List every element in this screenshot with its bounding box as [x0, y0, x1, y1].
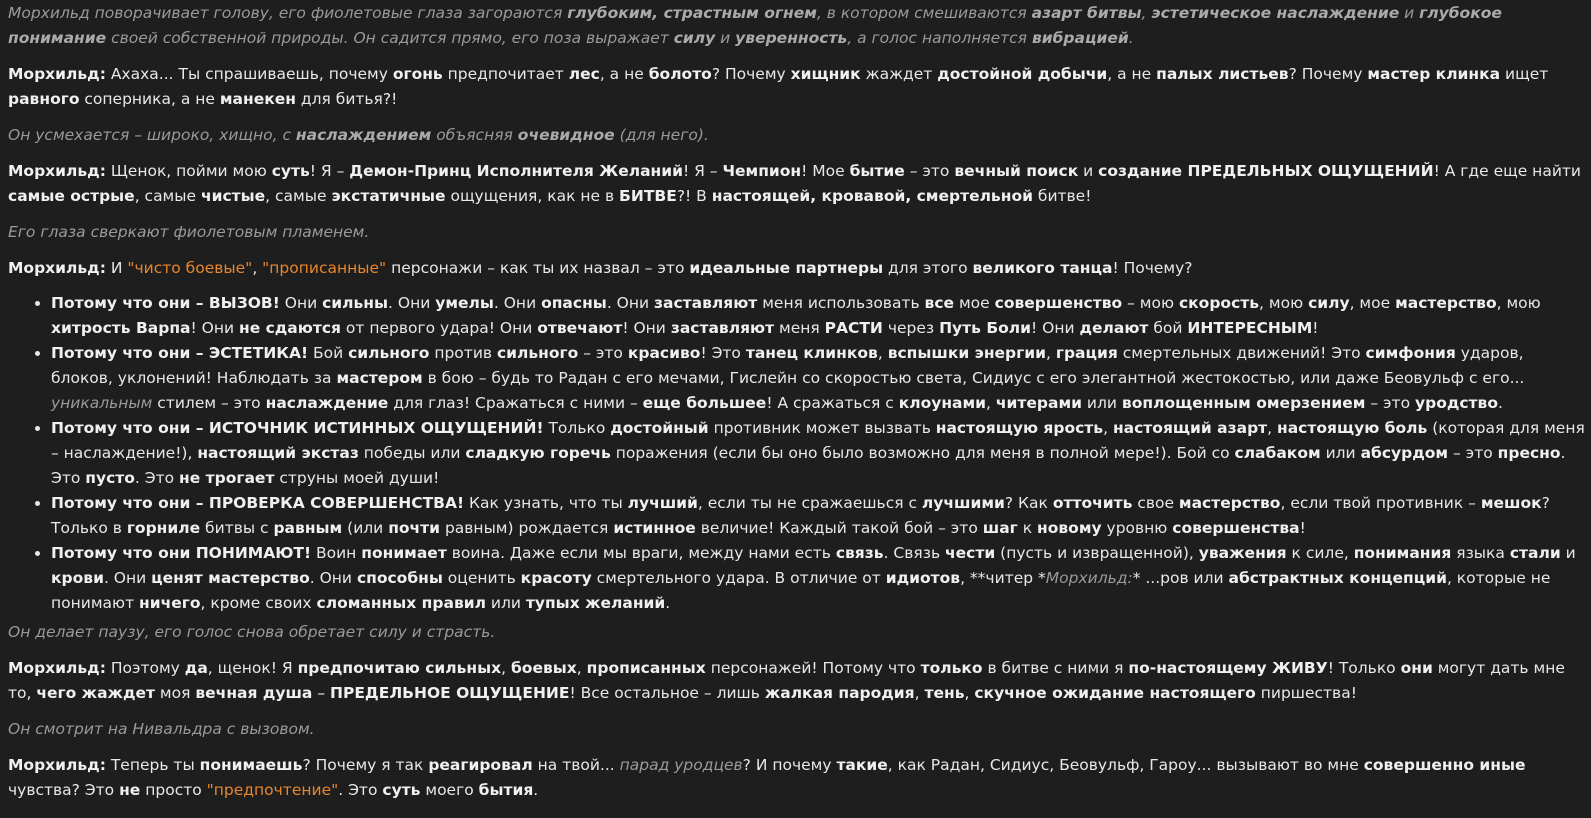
text-run: к силе, — [1286, 544, 1354, 562]
text-run: очевидное — [517, 126, 615, 144]
text-run: Потому что они ПОНИМАЮТ! — [51, 544, 312, 562]
text-run: . Они — [388, 294, 436, 312]
text-run: предпочитает — [442, 65, 569, 83]
text-run: и — [1078, 162, 1099, 180]
emote-paragraph-2 — [8, 123, 1585, 148]
text-run: сильны — [322, 294, 389, 312]
text-run: . Они — [103, 569, 152, 587]
text-run: Он делает паузу, его голос снова обретает силу и страсть. — [8, 623, 496, 641]
text-run: ! Они — [190, 319, 239, 337]
text-run: огонь — [392, 65, 443, 83]
text-run: или — [1082, 394, 1122, 412]
text-run: – это — [1448, 444, 1498, 462]
text-run: чувства? Это — [8, 781, 120, 799]
text-run: , мою — [1259, 294, 1309, 312]
text-run: лучшими — [921, 494, 1005, 512]
dialogue-paragraph-2 — [8, 159, 1585, 209]
text-run: воплощенным омерзением — [1121, 394, 1366, 412]
text-run: ударов, блоков, уклонений! Наблюдать за — [51, 344, 1524, 387]
text-run: , самые — [134, 187, 201, 205]
text-run: , мое — [1349, 294, 1396, 312]
text-run: моя — [155, 684, 196, 702]
text-run: мешок — [1480, 494, 1542, 512]
emote-paragraph-1 — [8, 1, 1585, 51]
text-run: пиршества! — [1255, 684, 1357, 702]
text-run: только — [920, 659, 983, 677]
text-run: ? Почему — [711, 65, 791, 83]
text-run: предпочитаю сильных — [297, 659, 502, 677]
text-run: битвы с — [200, 519, 274, 537]
text-run: бытие — [849, 162, 905, 180]
text-run: заставляют — [654, 294, 758, 312]
text-run: Бой — [308, 344, 349, 362]
text-run: , а не — [1107, 65, 1157, 83]
text-run: от первого удара! Они — [340, 319, 538, 337]
text-run: ! А где еще найти — [1433, 162, 1581, 180]
text-run: . Связь — [883, 544, 946, 562]
text-run: или — [485, 594, 526, 612]
reason-list-item — [51, 491, 1585, 541]
text-run: для этого — [883, 259, 973, 277]
text-run: и — [1399, 4, 1420, 22]
text-run: "предпочтение" — [206, 781, 339, 799]
text-run: отвечают — [537, 319, 623, 337]
text-run: чести — [945, 544, 996, 562]
text-run: против — [429, 344, 497, 362]
text-run: ? Почему — [1288, 65, 1368, 83]
text-run: симфония — [1365, 344, 1456, 362]
text-run: в битве с ними я — [982, 659, 1129, 677]
text-run: , — [914, 684, 925, 702]
text-run: через — [882, 319, 940, 337]
text-run: еще большее — [642, 394, 767, 412]
text-run: манекен — [219, 90, 296, 108]
text-run: воина. Даже если мы враги, между нами есть — [446, 544, 836, 562]
text-run: реагировал — [428, 756, 533, 774]
text-run: понимаешь — [199, 756, 303, 774]
text-run: прописанных — [586, 659, 706, 677]
text-run: ! — [1312, 319, 1319, 337]
text-run: мастер клинка — [1367, 65, 1501, 83]
text-run: свое — [1132, 494, 1179, 512]
text-run: хищник — [790, 65, 861, 83]
text-run: делают — [1079, 319, 1149, 337]
text-run: , — [877, 344, 888, 362]
text-run: настоящую боль — [1277, 419, 1428, 437]
text-run: (или — [342, 519, 389, 537]
text-run: могут дать мне то, — [8, 659, 1565, 702]
text-run: сильного — [496, 344, 579, 362]
dialogue-paragraph-5 — [8, 753, 1585, 803]
text-run: Путь Боли — [939, 319, 1032, 337]
text-run: заставляют — [670, 319, 775, 337]
text-run: не сдаются — [238, 319, 341, 337]
text-run: Потому что они – ПРОВЕРКА СОВЕРШЕНСТВА! — [51, 494, 465, 512]
text-run: смертельного удара. В отличие от — [591, 569, 886, 587]
text-run: по-настоящему ЖИВУ — [1128, 659, 1328, 677]
text-run: уникальным — [51, 394, 153, 412]
text-run: Морхильд поворачивает голову, его фиолетовые глаза загораются — [8, 4, 568, 22]
text-run: глубоким, страстным огнем — [567, 4, 817, 22]
text-run: настоящий азарт — [1112, 419, 1268, 437]
text-run: ? Почему я так — [302, 756, 429, 774]
text-run: ! Только — [1327, 659, 1401, 677]
text-run: , если твой противник – — [1280, 494, 1481, 512]
text-run: Как узнать, что ты — [464, 494, 628, 512]
text-run: , — [1141, 4, 1152, 22]
text-run: вечная душа — [195, 684, 313, 702]
text-run: грация — [1055, 344, 1118, 362]
text-run: боевых — [510, 659, 577, 677]
text-run: (пусть и извращенной), — [995, 544, 1199, 562]
text-run: , **читер * — [960, 569, 1046, 587]
text-run: поражения (если бы оно было возможно для меня в полной мере!). Бой со — [610, 444, 1235, 462]
text-run: слабаком — [1234, 444, 1321, 462]
text-run: , если ты не сражаешься с — [697, 494, 922, 512]
text-run: , — [1045, 344, 1056, 362]
text-run: сильного — [348, 344, 430, 362]
text-run: и — [715, 29, 736, 47]
text-run: – это — [904, 162, 955, 180]
text-run: Ахаха... Ты спрашиваешь, почему — [105, 65, 393, 83]
text-run: ! Они — [1031, 319, 1080, 337]
text-run: Морхильд: — [8, 659, 106, 677]
text-run: к — [1017, 519, 1037, 537]
text-run: мое — [954, 294, 995, 312]
text-run: , — [252, 259, 263, 277]
text-run: ощущения, как не в — [445, 187, 620, 205]
text-run: , кроме своих — [200, 594, 317, 612]
text-run: Только — [543, 419, 611, 437]
text-run: , — [1103, 419, 1113, 437]
text-run: ! Это — [700, 344, 746, 362]
text-run: силу — [673, 29, 716, 47]
text-run: "прописанные" — [262, 259, 387, 277]
text-run: , — [576, 659, 587, 677]
text-run: скорость — [1178, 294, 1260, 312]
text-run: . Они — [493, 294, 542, 312]
text-run: противник может вызвать — [708, 419, 936, 437]
text-run: понимает — [361, 544, 447, 562]
text-run: моего — [420, 781, 479, 799]
text-run: на твой... — [532, 756, 620, 774]
text-run: – это — [1365, 394, 1415, 412]
text-run: стилем – это — [152, 394, 266, 412]
dialogue-paragraph-3 — [8, 256, 1585, 281]
text-run: почти — [388, 519, 441, 537]
text-run: равным — [273, 519, 343, 537]
text-run: силу — [1308, 294, 1350, 312]
text-run: идеальные партнеры — [689, 259, 884, 277]
text-run: в бою – будь то Радан с его мечами, Гислейн со скоростью света, Сидиус с его элегантной жестокостью, или даже Беовульф с его... — [422, 369, 1525, 387]
text-run: уровню — [1101, 519, 1173, 537]
text-run: совершенство — [994, 294, 1123, 312]
text-run: ! Я – — [682, 162, 723, 180]
text-run: идиотов — [885, 569, 961, 587]
text-run: читерами — [995, 394, 1082, 412]
text-run: соперника, а не — [79, 90, 220, 108]
text-run: сломанных правил — [316, 594, 486, 612]
text-run: умелы — [435, 294, 494, 312]
text-run: Щенок, пойми мою — [105, 162, 272, 180]
text-run: совершенно иные — [1363, 756, 1526, 774]
text-run: ? Как — [1004, 494, 1053, 512]
text-run: не трогает — [179, 469, 275, 487]
text-run: "чисто боевые" — [127, 259, 253, 277]
text-run: настоящий экстаз — [197, 444, 359, 462]
text-run: . Это — [338, 781, 383, 799]
text-run: равным) рождается — [440, 519, 614, 537]
text-run: победы или — [358, 444, 466, 462]
text-run: . — [533, 781, 539, 799]
text-run: суть — [382, 781, 421, 799]
text-run: – это — [578, 344, 628, 362]
text-run: новому — [1037, 519, 1102, 537]
text-run: ничего — [139, 594, 201, 612]
text-run: ценят мастерство — [151, 569, 310, 587]
reason-list-item — [51, 541, 1585, 616]
text-run: ? И почему — [742, 756, 837, 774]
reason-list-item — [51, 416, 1585, 491]
text-run: все — [924, 294, 955, 312]
text-run: красоту — [520, 569, 592, 587]
text-run: тупых желаний — [525, 594, 666, 612]
text-run: совершенства — [1172, 519, 1300, 537]
text-run: – — [312, 684, 330, 702]
text-run: мастером — [336, 369, 423, 387]
text-run: способны — [356, 569, 443, 587]
text-run: бытия — [478, 781, 534, 799]
text-run: они — [1400, 659, 1433, 677]
text-run: хитрость Варпа — [51, 319, 191, 337]
text-run: истинное — [613, 519, 696, 537]
emote-paragraph-4 — [8, 620, 1585, 645]
text-run: битве! — [1032, 187, 1092, 205]
text-run: или — [1320, 444, 1361, 462]
text-run: Поэтому — [105, 659, 185, 677]
text-run: вибрацией — [1031, 29, 1129, 47]
text-run: БИТВЕ — [619, 187, 677, 205]
text-run: суть — [271, 162, 310, 180]
text-run: лучший — [627, 494, 698, 512]
emote-paragraph-3 — [8, 220, 1585, 245]
text-run: для битья?! — [295, 90, 398, 108]
text-run: великого танца — [972, 259, 1113, 277]
emote-paragraph-5 — [8, 717, 1585, 742]
text-run: эстетическое наслаждение — [1151, 4, 1400, 22]
text-run: Чемпион — [722, 162, 802, 180]
text-run: ! Они — [622, 319, 671, 337]
text-run: меня — [774, 319, 825, 337]
text-run: , — [986, 394, 996, 412]
text-run: струны моей души! — [274, 469, 440, 487]
text-run: шаг — [982, 519, 1018, 537]
text-run: Морхильд: — [8, 756, 106, 774]
reasons-list — [8, 291, 1585, 616]
text-run: (для него). — [614, 126, 709, 144]
text-run: смертельных движений! Это — [1117, 344, 1366, 362]
text-run: клоунами — [898, 394, 987, 412]
text-run: , а голос наполняется — [847, 29, 1032, 47]
text-run: персонажей! Потому что — [705, 659, 921, 677]
text-run: персонажи – как ты их назвал – это — [386, 259, 690, 277]
text-run: такие — [836, 756, 888, 774]
text-run: абсурдом — [1360, 444, 1449, 462]
text-run: . Это — [134, 469, 180, 487]
text-run: Воин — [311, 544, 362, 562]
text-run: , самые — [265, 187, 332, 205]
text-run: достойный — [610, 419, 709, 437]
text-run: просто — [140, 781, 207, 799]
text-run: уважения — [1198, 544, 1287, 562]
text-run: своей собственной природы. Он садится прямо, его поза выражает — [106, 29, 674, 47]
text-run: жаждет — [860, 65, 938, 83]
text-run: ! А сражаться с — [766, 394, 899, 412]
text-run: сладкую горечь — [465, 444, 611, 462]
text-run: связь — [835, 544, 884, 562]
text-run: Потому что они – ВЫЗОВ! — [51, 294, 280, 312]
text-run: вспышки энергии — [887, 344, 1046, 362]
text-run: Морхильд: — [8, 259, 106, 277]
reason-list-item — [51, 291, 1585, 341]
text-run: создание ПРЕДЕЛЬНЫХ ОЩУЩЕНИЙ — [1098, 162, 1434, 180]
text-run: . Они — [309, 569, 357, 587]
text-run: ПРЕДЕЛЬНОЕ ОЩУЩЕНИЕ — [330, 684, 570, 702]
text-run: ! — [1299, 519, 1306, 537]
text-run: РАСТИ — [824, 319, 883, 337]
text-run: и — [1560, 544, 1576, 562]
text-run: . Они — [606, 294, 655, 312]
text-run: , — [501, 659, 511, 677]
text-run: пресно — [1497, 444, 1561, 462]
text-run: . — [1498, 394, 1503, 412]
text-run: * ...ров или — [1132, 569, 1229, 587]
text-run: величие! Каждый такой бой – это — [695, 519, 983, 537]
text-run: понимания — [1353, 544, 1452, 562]
text-run: объясняя — [431, 126, 518, 144]
text-run: настоящей, кровавой, смертельной — [711, 187, 1033, 205]
text-run: ! Мое — [801, 162, 850, 180]
text-run: Его глаза сверкают фиолетовым пламенем. — [8, 223, 370, 241]
text-run: . — [1128, 29, 1134, 47]
text-run: ! Все остальное – лишь — [569, 684, 765, 702]
text-run: тень — [924, 684, 965, 702]
text-run: уверенность — [735, 29, 848, 47]
text-run: , мою — [1496, 294, 1541, 312]
text-run: опасны — [541, 294, 607, 312]
text-run: бой — [1148, 319, 1188, 337]
text-run: пусто — [85, 469, 135, 487]
text-run: глубокое понимание — [8, 4, 1502, 47]
text-run: , в котором смешиваются — [816, 4, 1032, 22]
text-run: настоящую ярость — [935, 419, 1104, 437]
text-run: Они — [279, 294, 323, 312]
text-run: оценить — [442, 569, 521, 587]
text-run: Потому что они – ИСТОЧНИК ИСТИННЫХ ОЩУЩЕНИЙ! — [51, 419, 544, 437]
dialogue-paragraph-4 — [8, 656, 1585, 706]
text-run: (которая для меня – наслаждение!), — [51, 419, 1585, 462]
text-run: отточить — [1052, 494, 1133, 512]
text-run: скучное ожидание настоящего — [974, 684, 1256, 702]
text-run: мастерство — [1178, 494, 1281, 512]
text-run: . — [665, 594, 671, 612]
text-run: , а не — [599, 65, 649, 83]
text-run: ! Я – — [309, 162, 350, 180]
text-run: ИНТЕРЕСНЫМ — [1187, 319, 1313, 337]
text-run: красиво — [627, 344, 701, 362]
text-run: жалкая пародия — [764, 684, 915, 702]
text-run: Морхильд: — [1045, 569, 1133, 587]
text-run: экстатичные — [331, 187, 446, 205]
reason-list-item — [51, 341, 1585, 416]
text-run: ! Почему? — [1112, 259, 1193, 277]
text-run: чего жаждет — [36, 684, 155, 702]
text-run: не — [119, 781, 141, 799]
text-run: , как Радан, Сидиус, Беовульф, Гароу... вызывают во мне — [887, 756, 1364, 774]
text-run: наслаждение — [265, 394, 389, 412]
text-run: . Это — [51, 444, 1566, 487]
text-run: палых листьев — [1156, 65, 1289, 83]
text-run: наслаждением — [295, 126, 432, 144]
text-run: , — [964, 684, 975, 702]
text-run: равного — [8, 90, 80, 108]
text-run: самые острые — [8, 187, 135, 205]
text-run: горниле — [126, 519, 201, 537]
text-run: для глаз! Сражаться с ними – — [388, 394, 643, 412]
text-run: азарт битвы — [1031, 4, 1142, 22]
text-run: Демон-Принц Исполнителя Желаний — [349, 162, 683, 180]
text-run: , которые не понимают — [51, 569, 1551, 612]
text-run: лес — [568, 65, 600, 83]
text-run: Теперь ты — [105, 756, 200, 774]
chat-message — [0, 1, 1591, 803]
text-run: , щенок! Я — [207, 659, 298, 677]
text-run: танец клинков — [745, 344, 878, 362]
text-run: – мою — [1122, 294, 1179, 312]
text-run: ищет — [1500, 65, 1549, 83]
text-run: уродство — [1415, 394, 1498, 412]
text-run: Он смотрит на Нивальдра с вызовом. — [8, 720, 315, 738]
text-run: ?! В — [676, 187, 712, 205]
text-run: Он усмехается – широко, хищно, с — [8, 126, 296, 144]
text-run: Морхильд: — [8, 162, 106, 180]
text-run: крови — [51, 569, 104, 587]
text-run: , — [1267, 419, 1278, 437]
text-run: да — [184, 659, 208, 677]
text-run: Потому что они – ЭСТЕТИКА! — [51, 344, 309, 362]
text-run: языка — [1451, 544, 1510, 562]
text-run: мастерство — [1395, 294, 1497, 312]
text-run: Морхильд: — [8, 65, 106, 83]
text-run: ? Только в — [51, 494, 1550, 537]
text-run: стали — [1509, 544, 1561, 562]
text-run: достойной добычи — [937, 65, 1108, 83]
text-run: чистые — [200, 187, 266, 205]
text-run: болото — [648, 65, 712, 83]
dialogue-paragraph-1 — [8, 62, 1585, 112]
text-run: И — [105, 259, 128, 277]
text-run: абстрактных концепций — [1228, 569, 1447, 587]
text-run: меня использовать — [757, 294, 925, 312]
text-run: парад уродцев — [619, 756, 743, 774]
text-run: вечный поиск — [954, 162, 1079, 180]
